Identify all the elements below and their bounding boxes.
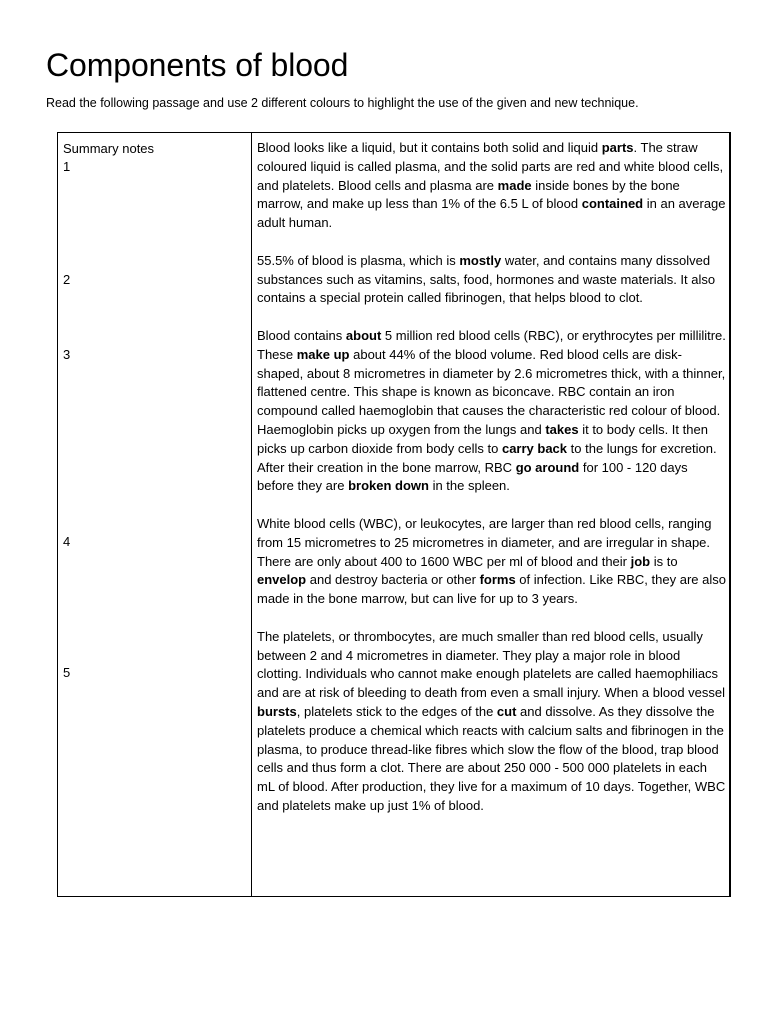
text-run: of infection. Like RBC, they are also made in the bone marrow, but can live for up to 3 years. <box>257 572 726 607</box>
text-run: White blood cells (WBC), or leukocytes, are larger than red blood cells, ranging from 15 micrometres to 25 micrometres in diameter, and are irregular in shape. There are only about 400 to 1600 WBC per ml of blood and their <box>257 515 712 569</box>
instructions-text: Read the following passage and use 2 different colours to highlight the use of the given and new technique. <box>46 96 639 110</box>
passage-paragraph-3 <box>257 327 727 496</box>
text-run: 5 million red blood cells (RBC), or erythrocytes per millilitre. These <box>257 327 726 362</box>
bold-keyword: parts <box>601 140 634 155</box>
summary-notes-table <box>57 132 731 897</box>
bold-keyword: make up <box>296 346 350 362</box>
note-number-1: 1 <box>63 159 71 174</box>
text-run: about 44% of the blood volume. Red blood cells are disk-shaped, about 8 micrometres in diameter by 2.6 micrometres thick, with a thinner, flattened centre. This shape is known as biconcave. RBC contain an iron compound called haemoglobin that causes the characteristic red colour of blood. Haemoglobin picks up oxygen from the lungs and <box>257 346 726 437</box>
note-number-2: 2 <box>63 272 71 287</box>
text-run: water, and contains many dissolved substances such as vitamins, salts, food, hormones and waste materials. It also contains a special protein called fibrinogen, that helps blood to clot. <box>257 252 716 306</box>
text-run: The platelets, or thrombocytes, are much smaller than red blood cells, usually between 2 and 4 micrometres in diameter. They play a major role in blood clotting. Individuals who cannot make enough platelets are called haemophiliacs and are at risk of bleeding to death from even a small injury. When a blood vessel <box>257 628 726 701</box>
bold-keyword: job <box>630 553 651 569</box>
bold-keyword: cut <box>496 703 517 719</box>
text-run: in the spleen. <box>428 478 510 494</box>
bold-keyword: carry back <box>501 440 568 456</box>
passage-paragraph-5 <box>257 628 727 816</box>
summary-notes-column <box>58 133 252 896</box>
bold-keyword: go around <box>515 459 580 475</box>
text-run: inside bones by the bone marrow, and make up less than 1% of the 6.5 L of blood <box>257 177 680 212</box>
page-title: Components of blood <box>46 47 349 83</box>
passage-paragraph-1 <box>257 139 727 233</box>
bold-keyword: bursts <box>257 703 297 719</box>
text-run: it to body cells. It then picks up carbon dioxide from body cells to <box>257 421 708 456</box>
text-run: to the lungs for excretion. After their creation in the bone marrow, RBC <box>257 440 717 475</box>
bold-keyword: envelop <box>257 572 307 588</box>
passage-paragraph-2 <box>257 252 727 308</box>
text-run: is to <box>650 553 678 569</box>
bold-keyword: takes <box>545 421 579 437</box>
bold-keyword: mostly <box>459 252 502 268</box>
text-run: and dissolve. As they dissolve the platelets produce a chemical which reacts with calcium salts and fibrinogen in the plasma, to produce thread-like fibres which slow the flow of the blood, trap blood cells and thus form a clot. There are about 250 000 - 500 000 platelets in each mL of blood. After production, they live for a maximum of 10 days. Together, WBC and platelets make up just 1% of blood. <box>257 703 726 813</box>
bold-keyword: forms <box>479 572 516 588</box>
text-run: . The straw coloured liquid is called plasma, and the solid parts are red and white blood cells, and platelets. Blood cells and plasma are <box>257 140 724 193</box>
summary-notes-header: Summary notes <box>63 141 155 156</box>
text-run: and destroy bacteria or other <box>306 572 480 588</box>
bold-keyword: broken down <box>348 478 429 494</box>
note-number-4: 4 <box>63 534 71 549</box>
bold-keyword: contained <box>581 196 644 212</box>
text-run: for 100 - 120 days before they are <box>257 459 688 494</box>
note-number-5: 5 <box>63 665 71 680</box>
passage-paragraph-4 <box>257 515 727 609</box>
bold-keyword: made <box>497 177 532 193</box>
text-run: 55.5% of blood is plasma, which is <box>257 252 460 268</box>
text-run: Blood looks like a liquid, but it contains both solid and liquid <box>257 140 602 155</box>
text-run: , platelets stick to the edges of the <box>296 703 497 719</box>
text-run: Blood contains <box>257 327 346 343</box>
bold-keyword: about <box>345 327 382 343</box>
passage-column <box>257 139 727 816</box>
note-number-3: 3 <box>63 347 71 362</box>
text-run: in an average adult human. <box>257 196 726 231</box>
